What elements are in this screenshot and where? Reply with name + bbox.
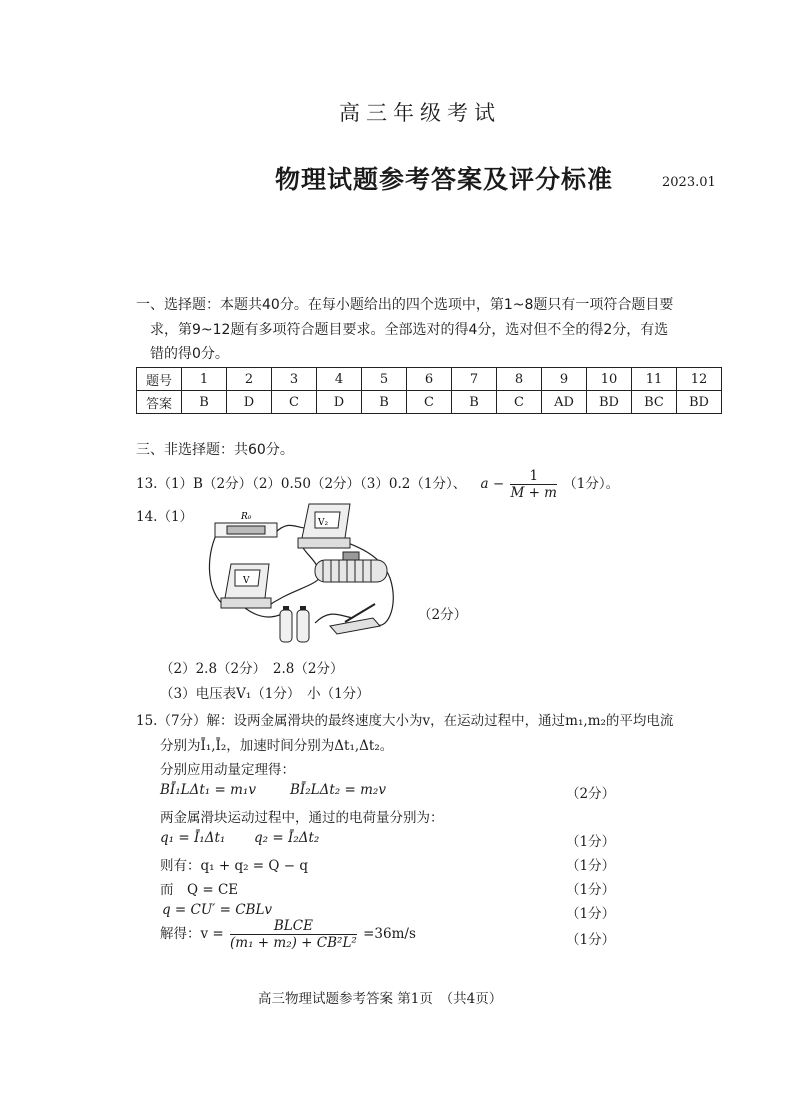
circuit-diagram xyxy=(205,498,405,648)
q15-eq6-score: （1分） xyxy=(566,932,616,948)
table-cell: D xyxy=(227,391,272,414)
q15-eq5-score: （1分） xyxy=(566,906,616,922)
q13-fraction-denominator: M + m xyxy=(510,485,557,501)
q15-line3: 分别应用动量定理得： xyxy=(160,762,295,778)
table-cell: AD xyxy=(542,391,587,414)
q15-eq2b: q₂ = Ī₂Δt₂ xyxy=(254,830,320,846)
q14-part1: 14.（1） xyxy=(136,509,194,525)
table-row-numbers xyxy=(137,368,722,391)
q14-part2: （2）2.8（2分） 2.8（2分） xyxy=(160,661,344,677)
table-cell: 6 xyxy=(407,368,452,391)
q15-line1: 15.（7分）解：设两金属滑块的最终速度大小为v，在运动过程中，通过m₁,m₂的平均电流 xyxy=(136,713,674,729)
wire xyxy=(265,578,320,608)
table-cell: 4 xyxy=(317,368,362,391)
q15-eq6-result: =36m/s xyxy=(363,926,416,942)
q13-score: （1分）。 xyxy=(563,476,620,492)
q15-eq3-score: （1分） xyxy=(566,858,616,874)
table-cell: BC xyxy=(632,391,677,414)
q13-text: 13.（1）B（2分）（2）0.50（2分）（3）0.2（1分）、 xyxy=(136,476,467,492)
battery-pack xyxy=(280,606,309,642)
section1-line3: 错的得0分。 xyxy=(150,346,229,362)
table-cell: 11 xyxy=(632,368,677,391)
q15-eq6-prefix: 解得：v = xyxy=(160,926,224,942)
q15-eq4-score: （1分） xyxy=(566,882,616,898)
q15-eq1a: BĪ₁LΔt₁ = m₁v xyxy=(160,782,256,798)
resistor-r0 xyxy=(215,512,277,537)
table-cell: 2 xyxy=(227,368,272,391)
table-cell: 5 xyxy=(362,368,407,391)
label-r0: R₀ xyxy=(241,512,252,522)
voltmeter-v1 xyxy=(221,564,271,608)
table-cell: 3 xyxy=(272,368,317,391)
q15-eq6-numerator: BLCE xyxy=(230,918,357,935)
table-cell: 7 xyxy=(452,368,497,391)
table-cell: 8 xyxy=(497,368,542,391)
q13-fraction-numerator: 1 xyxy=(510,468,557,485)
q15-eq2a: q₁ = Ī₁Δt₁ xyxy=(160,830,226,846)
table-cell: C xyxy=(272,391,317,414)
q15-eq6-denominator: (m₁ + m₂) + CB²L² xyxy=(230,935,357,951)
answer-table xyxy=(136,367,722,414)
table-cell: D xyxy=(317,391,362,414)
page-title: 物理试题参考答案及评分标准 xyxy=(275,165,614,194)
voltmeter-v2 xyxy=(298,504,350,548)
table-label-number: 题号 xyxy=(137,368,182,391)
page-footer: 高三物理试题参考答案 第1页 （共4页） xyxy=(258,991,503,1007)
q13-var-a: a xyxy=(480,476,489,492)
table-cell: 10 xyxy=(587,368,632,391)
table-cell: 9 xyxy=(542,368,587,391)
q13-minus: − xyxy=(492,476,505,492)
table-cell: 12 xyxy=(677,368,722,391)
exam-date: 2023.01 xyxy=(662,175,716,190)
table-cell: B xyxy=(452,391,497,414)
table-cell: C xyxy=(407,391,452,414)
q15-eq4: 而 Q = CE xyxy=(160,882,239,898)
table-cell: C xyxy=(497,391,542,414)
q15-eq2-score: （1分） xyxy=(566,834,616,850)
switch xyxy=(330,604,380,634)
section1-line1: 一、选择题：本题共40分。在每小题给出的四个选项中，第1~8题只有一项符合题目要 xyxy=(136,297,674,313)
label-v1: V xyxy=(243,576,250,586)
section1-line2: 求，第9~12题有多项符合题目要求。全部选对的得4分，选对但不全的得2分，有选 xyxy=(150,322,669,338)
q15-line2: 分别为Ī₁,Ī₂，加速时间分别为Δt₁,Δt₂。 xyxy=(160,738,394,754)
table-row-answers xyxy=(137,391,722,414)
q15-eq1-score: （2分） xyxy=(566,786,616,802)
label-v2: V₂ xyxy=(318,518,329,528)
section3-heading: 三、非选择题：共60分。 xyxy=(136,442,294,458)
q13-fraction xyxy=(510,468,557,501)
q15-eq5: q = CU′ = CBLv xyxy=(162,902,273,918)
table-cell: B xyxy=(362,391,407,414)
exam-header: 高三年级考试 xyxy=(339,101,501,125)
q15-eq1b: BĪ₂LΔt₂ = m₂v xyxy=(290,782,386,798)
q13-line xyxy=(136,468,619,501)
wire xyxy=(209,533,225,606)
table-cell: 1 xyxy=(182,368,227,391)
rheostat xyxy=(315,552,387,582)
q15-line4: 两金属滑块运动过程中，通过的电荷量分别为： xyxy=(160,810,444,826)
table-cell: B xyxy=(182,391,227,414)
q14-part3: （3）电压表V₁（1分） 小（1分） xyxy=(160,686,370,702)
q15-eq6 xyxy=(160,918,416,951)
q15-eq6-fraction xyxy=(230,918,357,951)
table-cell: BD xyxy=(677,391,722,414)
q14-diagram-score: （2分） xyxy=(418,607,468,623)
table-cell: BD xyxy=(587,391,632,414)
q15-eq3: 则有：q₁ + q₂ = Q − q xyxy=(160,858,308,874)
table-label-answer: 答案 xyxy=(137,391,182,414)
